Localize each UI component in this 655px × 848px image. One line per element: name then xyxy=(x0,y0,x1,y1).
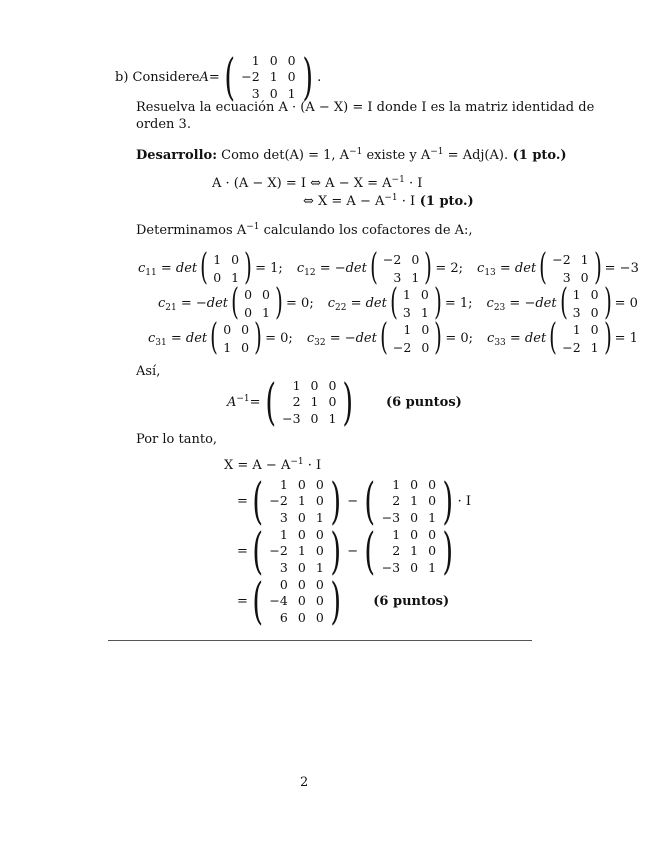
step1-matrix-a xyxy=(248,472,345,530)
matrix-entry: −2 xyxy=(562,339,581,355)
left-paren: ( xyxy=(224,48,235,106)
matrix-entry: 3 xyxy=(279,560,288,576)
matrix-entry: 3 xyxy=(402,304,411,320)
matrix-entry: −2 xyxy=(269,493,288,509)
matrix-entry: 1 xyxy=(328,411,337,427)
matrix-entry: 0 xyxy=(315,543,324,559)
inverse-line xyxy=(227,373,462,431)
matrix-entry: −3 xyxy=(381,560,401,576)
development-points: (1 pto.) xyxy=(508,148,567,163)
matrix-a xyxy=(220,48,317,106)
eq2-points: (1 pto.) xyxy=(415,194,474,209)
matrix-grid xyxy=(560,320,600,356)
left-paren: ( xyxy=(370,247,378,288)
cofactor-row xyxy=(138,247,639,288)
matrix-entry: 1 xyxy=(572,321,581,337)
matrix-entry: 1 xyxy=(420,304,429,320)
right-paren: ) xyxy=(301,48,313,106)
inv-sup: −1 xyxy=(246,222,260,232)
cofactor-name: $c_{11} = \det$ xyxy=(138,260,198,278)
matrix-entry: 0 xyxy=(315,526,324,542)
left-paren: ( xyxy=(380,317,388,358)
step-2: = ( 1 0 0 −2 1 0 3 0 1 ) − ( 1 0 0 2 1 0 −3 0 1 ) xyxy=(237,526,458,576)
matrix-entry: −3 xyxy=(282,411,301,427)
step2-matrix-inv xyxy=(360,522,457,580)
cofactor-row xyxy=(158,282,638,323)
matrix-grid xyxy=(381,250,421,286)
cofactor-item xyxy=(487,317,638,358)
matrix-entry: 0 xyxy=(410,510,419,526)
cofactor-name: $c_{31} = \det$ xyxy=(148,330,208,348)
x-line: $X = A - A^{-1} \cdot I$ xyxy=(224,457,322,473)
matrix-entry: 1 xyxy=(279,476,288,492)
matrix-entry: 3 xyxy=(393,269,402,285)
matrix-entry: 0 xyxy=(297,610,306,626)
right-paren: ) xyxy=(244,247,252,288)
matrix-entry: 1 xyxy=(590,339,599,355)
inv-sup: −1 xyxy=(349,147,363,157)
matrix-entry: 3 xyxy=(572,304,581,320)
development-line xyxy=(136,148,567,163)
left-paren: ( xyxy=(264,373,276,431)
cofactor-result: = 0; xyxy=(286,295,314,311)
intro-label: b) Considere xyxy=(115,69,200,85)
cofactor-result: = 2; xyxy=(435,260,464,276)
matrix-entry: 1 xyxy=(231,269,240,285)
matrix-entry: −2 xyxy=(552,251,571,267)
matrix-entry: 0 xyxy=(231,251,240,267)
matrix-entry: 0 xyxy=(315,493,324,509)
matrix-entry: 3 xyxy=(279,510,288,526)
right-paren: ) xyxy=(603,282,612,323)
matrix-grid xyxy=(391,320,431,356)
problem-line-1: Resuelva la ecuación A · (A − X) = I donde I es la matriz identidad de xyxy=(136,100,595,115)
cofactor-name: $c_{21} = -\det$ xyxy=(158,295,229,313)
matrix-entry: 1 xyxy=(297,543,306,559)
matrix-entry: 0 xyxy=(297,593,306,609)
left-paren: ( xyxy=(549,317,558,358)
cofactor-result: = 0; xyxy=(445,330,474,346)
equation-2 xyxy=(303,194,474,209)
cofactor-item xyxy=(158,282,314,323)
matrix-entry: 1 xyxy=(292,377,301,393)
matrix-entry: 3 xyxy=(562,269,571,285)
matrix-entry: 0 xyxy=(310,411,319,427)
matrix-grid xyxy=(267,476,325,526)
matrix-entry: 1 xyxy=(213,251,222,267)
matrix-grid xyxy=(550,250,590,286)
matrix-entry: −2 xyxy=(241,69,260,85)
cofactor-name: $c_{13} = \det$ xyxy=(477,260,537,278)
matrix-entry: 1 xyxy=(310,394,319,410)
por-lo-tanto-text: Por lo tanto, xyxy=(136,432,218,447)
inv-sup: −1 xyxy=(391,175,405,185)
asi-text: Así, xyxy=(136,364,161,379)
matrix-entry: 0 xyxy=(315,593,324,609)
matrix-grid xyxy=(380,476,438,526)
matrix-entry: 1 xyxy=(279,526,288,542)
matrix-entry: 0 xyxy=(328,377,337,393)
cofactor-item xyxy=(138,247,283,288)
right-paren: ) xyxy=(254,317,262,358)
cofactor-row xyxy=(148,317,638,358)
matrix-entry: 1 xyxy=(411,269,420,285)
matrix-entry: 0 xyxy=(428,526,437,542)
right-paren: ) xyxy=(330,522,341,580)
cofactor-matrix xyxy=(367,247,435,288)
matrix-entry: 0 xyxy=(410,476,419,492)
matrix-entry: 0 xyxy=(315,576,324,592)
cofactor-matrix xyxy=(207,317,265,358)
cofactor-result: = 1 xyxy=(614,330,638,346)
matrix-entry: −4 xyxy=(269,593,288,609)
matrix-grid xyxy=(267,576,325,626)
matrix-entry: 0 xyxy=(420,286,429,302)
cofactor-item xyxy=(148,317,293,358)
horizontal-rule xyxy=(108,640,532,641)
left-paren: ( xyxy=(200,247,209,288)
matrix-entry: 0 xyxy=(213,269,222,285)
matrix-entry: 3 xyxy=(251,86,260,102)
inverse-matrix xyxy=(261,373,358,431)
cofactor-name: $c_{22} = \det$ xyxy=(327,295,387,313)
cofactor-matrix xyxy=(546,317,614,358)
eq2-text2: · I xyxy=(397,194,416,209)
step1-tail: · I xyxy=(457,493,471,509)
matrix-entry: 1 xyxy=(315,510,324,526)
step3-points: (6 puntos) xyxy=(373,593,450,609)
matrix-entry: 0 xyxy=(297,576,306,592)
matrix-entry: 0 xyxy=(411,251,420,267)
inv-sup: −1 xyxy=(430,147,444,157)
right-paren: ) xyxy=(424,247,433,288)
cofactor-item xyxy=(327,282,473,323)
matrix-entry: 0 xyxy=(244,304,253,320)
left-paren: ( xyxy=(539,247,548,288)
matrix-entry: 2 xyxy=(392,493,401,509)
step1-matrix-inv xyxy=(360,472,457,530)
matrix-entry: 1 xyxy=(410,543,419,559)
right-paren: ) xyxy=(275,282,283,323)
left-paren: ( xyxy=(252,572,264,630)
development-text2: existe y A xyxy=(362,148,431,163)
matrix-entry: 0 xyxy=(328,394,337,410)
intro-eq: = xyxy=(208,69,220,85)
matrix-entry: 0 xyxy=(410,526,419,542)
inverse-label: $A^{-1}$ xyxy=(227,393,250,410)
matrix-entry: 0 xyxy=(269,86,278,102)
matrix-entry: 1 xyxy=(297,493,306,509)
matrix-entry: 0 xyxy=(421,339,430,355)
right-paren: ) xyxy=(342,373,354,431)
matrix-entry: 1 xyxy=(403,321,412,337)
inverse-points: (6 puntos) xyxy=(385,394,462,410)
matrix-entry: 1 xyxy=(428,560,437,576)
matrix-grid xyxy=(380,526,438,576)
matrix-entry: 0 xyxy=(315,476,324,492)
right-paren: ) xyxy=(442,472,454,530)
left-paren: ( xyxy=(252,472,264,530)
matrix-entry: 1 xyxy=(392,526,401,542)
right-paren: ) xyxy=(603,317,612,358)
cofactor-name: $c_{33} = \det$ xyxy=(487,330,547,348)
matrix-entry: 0 xyxy=(223,321,232,337)
eq1-right: · I xyxy=(404,176,423,191)
cofactor-result: = −3 xyxy=(604,260,639,276)
page-number: 2 xyxy=(300,775,309,790)
left-paren: ( xyxy=(364,522,376,580)
left-paren: ( xyxy=(231,282,239,323)
development-text3: = Adj(A). xyxy=(443,148,509,163)
matrix-entry: 6 xyxy=(279,610,288,626)
step2-matrix-a xyxy=(248,522,345,580)
matrix-entry: 0 xyxy=(269,52,278,68)
step-3: = ( 0 0 0 −4 0 0 6 0 0 ) (6 puntos) xyxy=(237,572,450,630)
cofactor-matrix xyxy=(536,247,604,288)
matrix-entry: 1 xyxy=(223,339,232,355)
matrix-grid xyxy=(242,285,272,321)
matrix-entry: 0 xyxy=(410,560,419,576)
matrix-entry: 0 xyxy=(262,286,270,302)
matrix-grid xyxy=(221,320,251,356)
cofactor-matrix xyxy=(387,282,445,323)
matrix-grid xyxy=(211,250,241,286)
equation-1 xyxy=(212,176,422,191)
matrix-entry: 0 xyxy=(297,560,306,576)
matrix-entry: −2 xyxy=(392,339,412,355)
matrix-entry: 0 xyxy=(590,286,599,302)
matrix-grid xyxy=(239,52,297,102)
matrix-entry: 0 xyxy=(241,339,250,355)
right-paren: ) xyxy=(434,317,443,358)
cofactor-result: = 0; xyxy=(265,330,293,346)
development-label: Desarrollo: xyxy=(136,148,218,163)
cofactor-result: = 0 xyxy=(614,295,638,311)
left-paren: ( xyxy=(210,317,219,358)
matrix-entry: 1 xyxy=(269,69,278,85)
matrix-entry: 0 xyxy=(590,321,599,337)
problem-line-2: orden 3. xyxy=(136,117,191,132)
left-paren: ( xyxy=(559,282,568,323)
matrix-entry: 0 xyxy=(297,526,306,542)
cofactor-result: = 1; xyxy=(255,260,283,276)
matrix-grid xyxy=(401,285,431,321)
left-paren: ( xyxy=(364,472,376,530)
inverse-eq: = xyxy=(249,394,261,410)
matrix-entry: 1 xyxy=(402,286,411,302)
inv-sup: −1 xyxy=(384,193,398,203)
cofactor-matrix xyxy=(557,282,615,323)
matrix-entry: −3 xyxy=(381,510,401,526)
left-paren: ( xyxy=(390,282,398,323)
intro-line xyxy=(115,48,322,106)
matrix-entry: 0 xyxy=(421,321,430,337)
step-1: = ( 1 0 0 −2 1 0 3 0 1 ) − ( 1 0 0 2 1 0 −3 0 1 ) · I xyxy=(237,472,471,530)
right-paren: ) xyxy=(330,572,341,630)
matrix-entry: 0 xyxy=(428,543,437,559)
right-paren: ) xyxy=(330,472,341,530)
matrix-entry: 1 xyxy=(315,560,324,576)
matrix-entry: 0 xyxy=(279,576,288,592)
cofactor-item xyxy=(306,317,474,358)
matrix-entry: 0 xyxy=(428,476,437,492)
cofactor-intro-text: Determinamos A xyxy=(136,223,247,238)
matrix-entry: 0 xyxy=(428,493,437,509)
cofactor-name: $c_{32} = -\det$ xyxy=(306,330,377,348)
cofactor-name: $c_{23} = -\det$ xyxy=(486,295,557,313)
matrix-entry: 1 xyxy=(287,86,296,102)
matrix-entry: 1 xyxy=(251,52,260,68)
matrix-entry: 0 xyxy=(287,69,296,85)
eq1-left: A · (A − X) = I ⇔ A − X = A xyxy=(212,176,392,191)
matrix-entry: 2 xyxy=(392,543,401,559)
step3-matrix-result xyxy=(248,572,345,630)
eq2-text: ⇔ X = A − A xyxy=(303,194,385,209)
matrix-entry: 1 xyxy=(428,510,437,526)
matrix-entry: 1 xyxy=(572,286,581,302)
cofactor-intro-text2: calculando los cofactores de A:, xyxy=(259,223,473,238)
right-paren: ) xyxy=(593,247,602,288)
matrix-entry: 0 xyxy=(297,510,306,526)
matrix-entry: 0 xyxy=(241,321,250,337)
right-paren: ) xyxy=(433,282,442,323)
cofactor-matrix xyxy=(197,247,255,288)
matrix-grid xyxy=(280,377,338,427)
cofactor-name: $c_{12} = -\det$ xyxy=(296,260,367,278)
matrix-entry: 0 xyxy=(315,610,324,626)
intro-var: A xyxy=(199,69,209,85)
cofactor-item xyxy=(477,247,639,288)
matrix-entry: 2 xyxy=(292,394,301,410)
cofactor-matrix xyxy=(377,317,445,358)
matrix-entry: 0 xyxy=(310,377,319,393)
left-paren: ( xyxy=(252,522,264,580)
development-text: Como det(A) = 1, A xyxy=(217,148,350,163)
matrix-entry: −2 xyxy=(269,543,288,559)
matrix-entry: 1 xyxy=(392,476,401,492)
matrix-entry: 0 xyxy=(590,304,599,320)
matrix-entry: 0 xyxy=(297,476,306,492)
matrix-entry: 1 xyxy=(410,493,419,509)
matrix-grid xyxy=(267,526,325,576)
cofactor-intro xyxy=(136,223,473,238)
cofactor-item xyxy=(486,282,638,323)
matrix-entry: 1 xyxy=(262,304,270,320)
matrix-entry: 0 xyxy=(580,269,589,285)
cofactor-result: = 1; xyxy=(444,295,473,311)
cofactor-item xyxy=(296,247,464,288)
cofactor-matrix xyxy=(228,282,286,323)
intro-end: . xyxy=(317,69,322,85)
right-paren: ) xyxy=(442,522,454,580)
matrix-grid xyxy=(571,285,601,321)
matrix-entry: 0 xyxy=(287,52,296,68)
matrix-entry: 0 xyxy=(244,286,253,302)
matrix-entry: −2 xyxy=(382,251,402,267)
matrix-entry: 1 xyxy=(580,251,589,267)
